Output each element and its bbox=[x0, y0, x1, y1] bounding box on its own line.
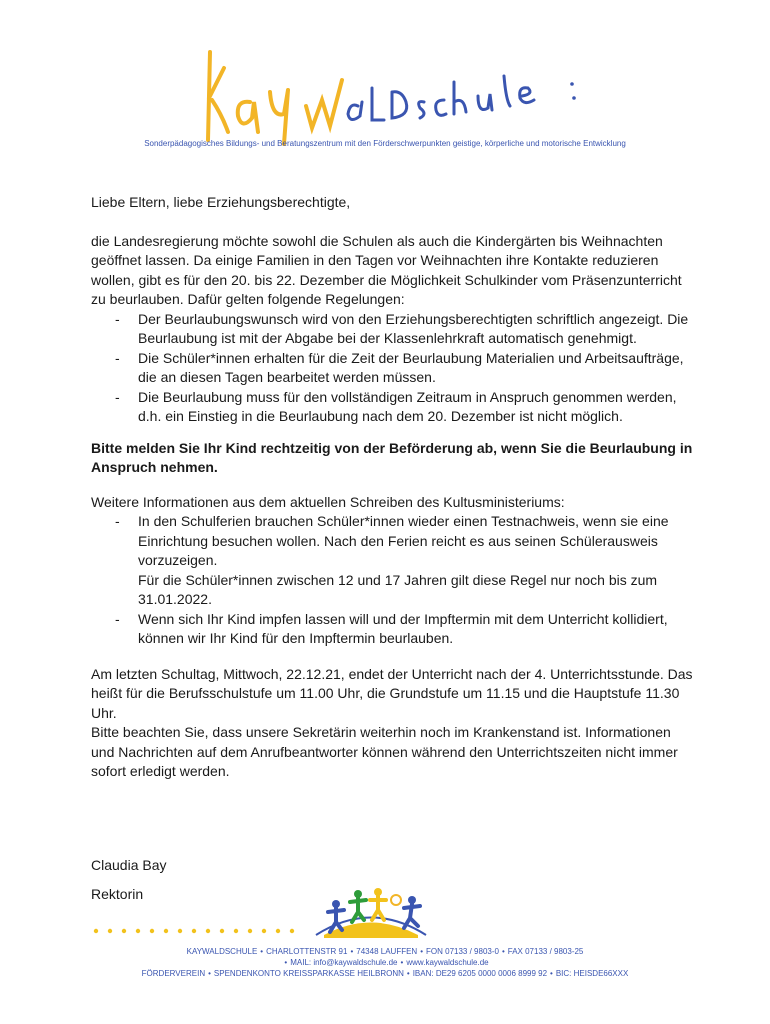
salutation: Liebe Eltern, liebe Erziehungsberechtigte, bbox=[91, 194, 351, 210]
signatory-role: Rektorin bbox=[91, 885, 144, 902]
letter-footer bbox=[0, 946, 770, 979]
logo-wordmark-text bbox=[188, 40, 197, 41]
signature-block bbox=[91, 856, 167, 913]
signatory-name: Claudia Bay bbox=[91, 857, 167, 873]
footer-fax: FAX 07133 / 9803-25 bbox=[507, 947, 584, 956]
rules-list bbox=[91, 310, 695, 427]
footer-school-name: KAYWALDSCHULE bbox=[186, 947, 258, 956]
transport-note: Bitte melden Sie Ihr Kind rechtzeitig von der Beförderung ab, wenn Sie die Beurlaubung in Anspruch nehmen. bbox=[91, 439, 693, 475]
footer-line-bank: FÖRDERVEREIN • SPENDENKONTO KREISSPARKASSE HEILBRONN • IBAN: DE29 6205 0000 0006 8999 92 • BIC: HEISDE66XXX bbox=[141, 969, 629, 978]
school-tagline: Sonderpädagogisches Bildungs- und Beratungszentrum mit den Förderschwerpunkten geistige, körperliche und motorische Entwicklung bbox=[144, 139, 626, 148]
footer-city: 74348 LAUFFEN bbox=[356, 947, 418, 956]
more-info-list bbox=[91, 512, 695, 649]
list-item bbox=[91, 512, 695, 610]
list-item: - Der Beurlaubungswunsch wird von den Erziehungsberechtigten schriftlich angezeigt. Die Beurlaubung ist mit der Abgabe bei der Klassenlehrkraft automatisch genehmigt. bbox=[91, 310, 695, 349]
list-item-text: Für die Schüler*innen zwischen 12 und 17 Jahren gilt diese Regel nur noch bis zum 31.01.2022. bbox=[138, 571, 658, 607]
footer-street: CHARLOTTENSTR 91 bbox=[266, 947, 348, 956]
footer-bank: SPENDENKONTO KREISSPARKASSE HEILBRONN bbox=[213, 969, 404, 978]
footer-website-link[interactable]: www.kaywaldschule.de bbox=[406, 958, 489, 967]
list-item: - Die Beurlaubung muss für den vollständigen Zeitraum in Anspruch genommen werden, d.h. ein Einstieg in die Beurlaubung nach dem 20. Dezember ist nicht möglich. bbox=[91, 388, 695, 427]
footer-iban: IBAN: DE29 6205 0000 0006 8999 92 bbox=[412, 969, 548, 978]
bridge-figures-logo bbox=[306, 880, 436, 942]
list-item-text: In den Schulferien brauchen Schüler*innen wieder einen Testnachweis, wenn sie eine Einrichtung besuchen wollen. Nach den Ferien reicht es aus seinen Schülerausweis vorzuzeigen. bbox=[138, 513, 669, 568]
intro-paragraph: die Landesregierung möchte sowohl die Schulen als auch die Kindergärten bis Weihnachten geöffnet lassen. Da einige Familien in den Tagen vor Weihnachten ihre Kontakte reduzieren wollen, gibt es für den 20. bis 22. Dezember die Möglichkeit Schulkinder vom Präsenzunterricht zu beurlauben. Dafür gelten folgende Regelungen: bbox=[91, 232, 682, 307]
last-day-paragraph: Am letzten Schultag, Mittwoch, 22.12.21, endet der Unterricht nach der 4. Unterrichtsstunde. Das heißt für die Berufsschulstufe um 11.00 Uhr, die Grundstufe um 11.15 und die Hauptstufe 11.30 Uhr. bbox=[91, 665, 693, 721]
more-info-intro: Weitere Informationen aus dem aktuellen Schreiben des Kultusministeriums: bbox=[91, 493, 565, 510]
footer-email-link[interactable]: MAIL: info@kaywaldschule.de bbox=[290, 958, 398, 967]
list-item: - Wenn sich Ihr Kind impfen lassen will und der Impftermin mit dem Unterricht kollidiert, können wir Ihr Kind für den Impftermin beurlauben. bbox=[91, 610, 695, 649]
school-logo bbox=[188, 40, 588, 190]
list-item: - Die Schüler*innen erhalten für die Zeit der Beurlaubung Materialien und Arbeitsaufträge, die an diesen Tagen bearbeitet werden müssen. bbox=[91, 349, 695, 388]
logo-wordmark-drawing bbox=[188, 40, 588, 150]
footer-phone: FON 07133 / 9803-0 bbox=[426, 947, 499, 956]
footer-line-address: KAYWALDSCHULE • CHARLOTTENSTR 91 • 74348 LAUFFEN • FON 07133 / 9803-0 • FAX 07133 / 9803-25 bbox=[186, 947, 584, 956]
footer-line-contact: • MAIL: info@kaywaldschule.de • www.kaywaldschule.de bbox=[284, 958, 489, 967]
secretary-paragraph: Bitte beachten Sie, dass unsere Sekretärin weiterhin noch im Krankenstand ist. Informationen und Nachrichten auf dem Anrufbeantworter können während den Unterrichtszeiten nicht immer sofort erledigt werden. bbox=[91, 724, 678, 779]
footer-association: FÖRDERVEREIN bbox=[141, 969, 206, 978]
letter-body bbox=[91, 193, 695, 782]
footer-bic: BIC: HEISDE66XXX bbox=[555, 969, 629, 978]
